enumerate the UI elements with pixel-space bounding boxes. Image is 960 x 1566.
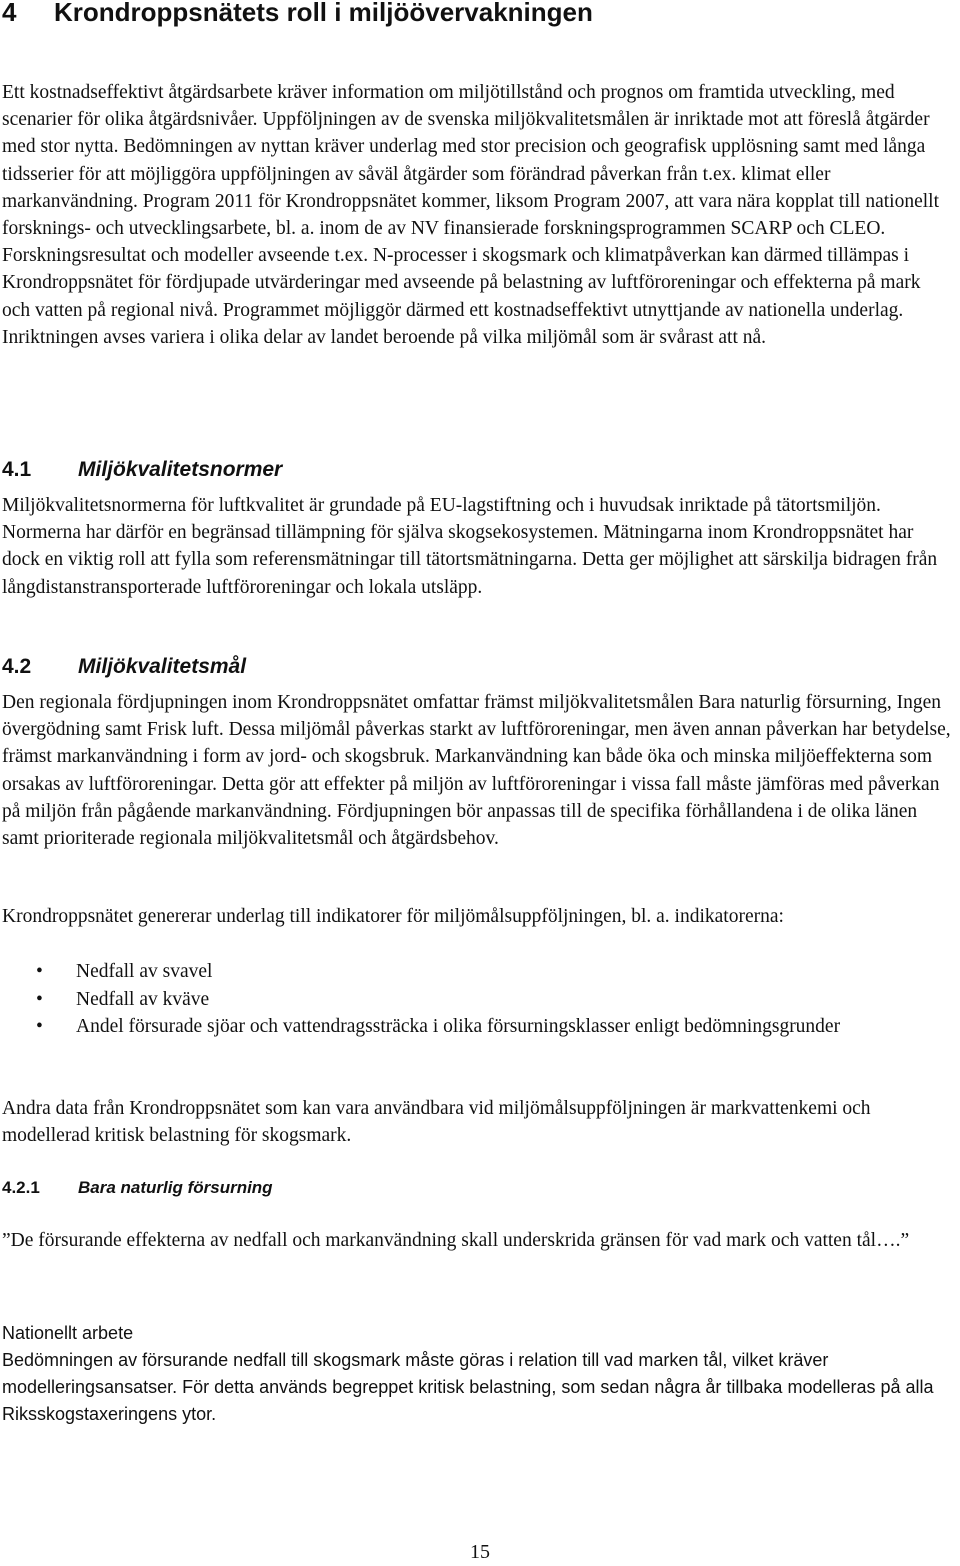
section-title: Miljökvalitetsmål [78, 655, 247, 678]
intro-sentence: Programmet möjliggör därmed ett kostnadseffektivt utnyttjande av nationella underlag. Inriktningen avses variera i olika delar av landet beroende på vilka miljömål som är svårast att nå. [2, 299, 904, 348]
list-item-text: Nedfall av kväve [76, 988, 210, 1010]
bullet-icon: • [36, 1016, 43, 1037]
section-number: 4.2.1 [2, 1178, 40, 1197]
chapter-title: Krondroppsnätets roll i miljöövervakningen [54, 0, 593, 27]
national-work-paragraph: Bedömningen av försurande nedfall till skogsmark måste göras i relation till vad marken tål, vilket kräver modelleringsansatser. För detta används begreppet kritisk belastning, som sedan några år tillbaka modelleras på alla Riksskogstaxeringens ytor. [2, 1350, 934, 1424]
intro-sentence: Ett kostnadseffektivt åtgärdsarbete kräver information om miljötillstånd och prognos om framtida utveckling, med scenarier för olika åtgärdsnivåer. [2, 82, 895, 131]
list-item-text: Nedfall av svavel [76, 961, 213, 982]
list-item [0, 986, 950, 1014]
goal-names: Bara naturlig försurning, Ingen övergödning samt Frisk luft. [2, 692, 942, 741]
section-heading-4-2-1 [2, 1176, 952, 1200]
paragraph-text: Dessa miljömål påverkas starkt av luftföroreningar, men även annan påverkan har betydelse, främst markanvändning i form av jord- och skogsbruk. Markanvändning kan både öka och minska miljöeffekterna som orsakas av luftföroreningar. Detta gör att effekter på miljön av luftföroreningar i vissa fall måste jämföras med påverkan på miljön från pågående markanvändning. Fördjupningen bör anpassas till de specifika förhållandena i de olika länen samt prioriterade regionala miljökvalitetsmål och åtgärdsbehov. [2, 719, 951, 850]
indicators-intro: Krondroppsnätet genererar underlag till indikatorer för miljömålsuppföljningen, bl. a. indikatorerna: [2, 906, 784, 927]
intro-paragraph [2, 79, 952, 351]
additional-data-paragraph: Andra data från Krondroppsnätet som kan vara användbara vid miljömålsuppföljningen är markvattenkemi och modellerad kritisk belastning för skogsmark. [2, 1098, 871, 1147]
intro-sentence: Uppföljningen av de svenska miljökvalitetsmålen är inriktade mot att föreslå åtgärder med stor nytta. [2, 109, 930, 158]
chapter-number: 4 [2, 0, 17, 27]
section-heading-4-2 [2, 653, 952, 681]
goal-quote: ”De försurande effekterna av nedfall och markanvändning skall underskrida gränsen för vad mark och vatten tål….” [2, 1230, 910, 1251]
section-number: 4.1 [2, 458, 32, 481]
subheading-national-work: Nationellt arbete [2, 1323, 134, 1343]
paragraph-text: Den regionala fördjupningen inom Krondroppsnätet omfattar främst miljökvalitetsmålen [2, 692, 694, 713]
list-item-text: Andel försurade sjöar och vattendragssträcka i olika försurningsklasser enligt bedömningsgrunder [76, 1016, 841, 1037]
bullet-icon: • [36, 961, 43, 982]
list-item [0, 1013, 950, 1041]
list-item [0, 958, 950, 986]
intro-sentence: Program 2011 för Krondroppsnätet kommer, liksom Program 2007, att vara nära kopplat till nationellt forsknings- och utvecklingsarbete, bl. a. inom de av NV finansierade forskningsprogrammen SCARP och CLEO. Forskningsresultat och modeller avseende t.ex. N-processer i skogsmark och klimatpåverkan kan därmed tillämpas i Krondroppsnätet för fördjupade utvärderingar med avseende på belastning av luftföroreningar och effekterna på mark och vatten på regional nivå. [2, 190, 940, 321]
section-heading-4-1 [2, 456, 952, 484]
intro-sentence: Bedömningen av nyttan kräver underlag med stor precision och geografisk upplösning samt med långa tidsserier för att möjliggöra uppföljningen av såväl åtgärder som förändrad påverkan från t.ex. klimat eller markanvändning. [2, 136, 926, 212]
bullet-icon: • [36, 988, 43, 1010]
section-number: 4.2 [2, 655, 32, 678]
section-title: Bara naturlig försurning [78, 1178, 273, 1197]
indicator-list [0, 958, 950, 1041]
chapter-heading [2, 0, 952, 28]
section-4-1-paragraph: Miljökvalitetsnormerna för luftkvalitet är grundade på EU-lagstiftning och i huvudsak inriktade på tätortsmiljön. Normerna har därför en begränsad tillämpning för själva skogsekosystemen. Mätningarna inom Krondroppsnätet har dock en viktig roll att fylla som referensmätningar till tätortsmätningarna. Detta ger möjlighet att särskilja bidragen från långdistanstransporterade luftföroreningar och lokala utsläpp. [2, 495, 938, 598]
page-number: 15 [470, 1541, 490, 1563]
section-4-2-paragraph [2, 689, 952, 852]
section-title: Miljökvalitetsnormer [78, 458, 283, 481]
